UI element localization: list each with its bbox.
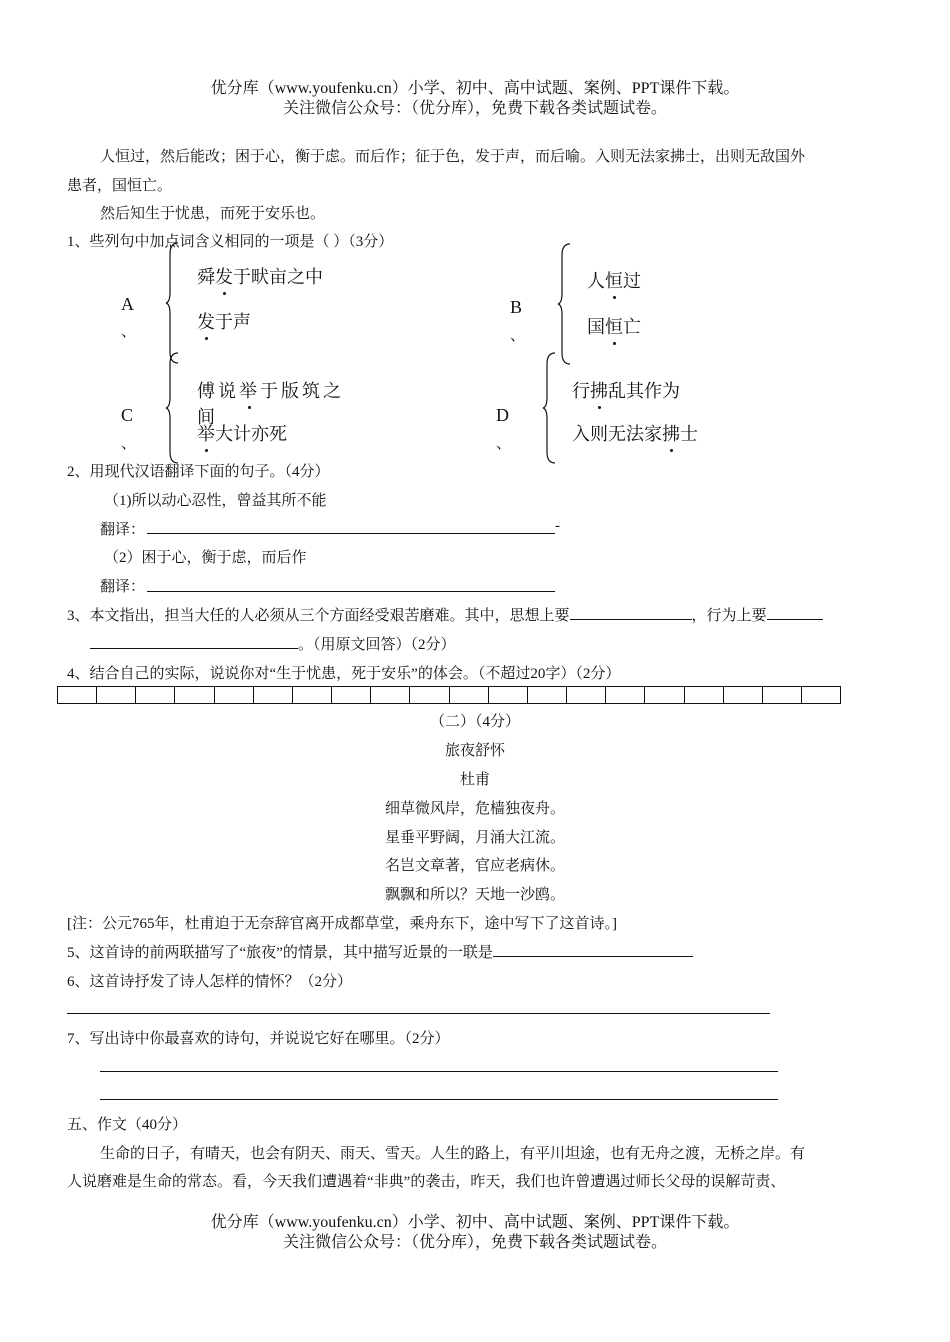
grid-cell[interactable] (606, 687, 645, 703)
question-2-sentence-2: （2）困于心，衡于虑，而后作 (104, 550, 307, 566)
option-c-separator: 、 (121, 436, 137, 452)
question-2-translate-label-1: 翻译： (100, 522, 146, 538)
grid-cell[interactable] (332, 687, 371, 703)
grid-cell[interactable] (450, 687, 489, 703)
passage-paragraph-1a: 人恒过，然后能改；困于心，衡于虑。而后作；征于色，发于声，而后喻。入则无法家拂士，出则无敌国外 (100, 149, 806, 165)
grid-cell[interactable] (175, 687, 214, 703)
grid-cell[interactable] (410, 687, 449, 703)
question-2-stem: 2、用现代汉语翻译下面的句子。（4分） (67, 464, 330, 480)
question-6-stem: 6、这首诗抒发了诗人怎样的情怀？（2分） (67, 974, 353, 990)
option-d-separator: 、 (496, 436, 512, 452)
question-3-line-2: 。（用原文回答）（2分） (90, 633, 456, 654)
poem-author: 杜甫 (459, 772, 490, 788)
poem-title: 旅夜舒怀 (444, 743, 505, 759)
question-6-answer-line[interactable] (67, 1013, 770, 1014)
header-line-2: 关注微信公众号：（优分库），免费下载各类试题试卷。 (282, 100, 667, 117)
option-b-separator: 、 (510, 328, 526, 344)
grid-cell[interactable] (97, 687, 136, 703)
question-3-line-1: 3、本文指出，担当大任的人必须从三个方面经受艰苦磨难。其中，思想上要 ，行为上要 (67, 604, 823, 625)
option-b-sentence-1: 人恒过 (587, 267, 641, 293)
option-c-brace (166, 352, 180, 464)
question-2-translate-label-2: 翻译： (100, 579, 146, 595)
option-a-brace (166, 242, 180, 364)
grid-cell[interactable] (528, 687, 567, 703)
option-d-sentence-2: 入则无法家拂士 (572, 420, 698, 446)
option-c-label: C (121, 405, 134, 425)
passage-paragraph-1b: 患者，国恒亡。 (67, 178, 173, 194)
grid-cell[interactable] (489, 687, 528, 703)
grid-cell[interactable] (58, 687, 97, 703)
footer-line-1: 优分库（www.youfenku.cn）小学、初中、高中试题、案例、PPT课件下载。 (210, 1214, 740, 1231)
question-2-answer-line-2[interactable] (147, 591, 555, 592)
poem-line-4: 飘飘和所以？天地一沙鸥。 (384, 887, 565, 903)
poem-line-2: 星垂平野阔，月涌大江流。 (384, 830, 565, 846)
question-3-blank-thought[interactable] (570, 605, 692, 620)
option-c-sentence-1: 傅说举于版筑之 间 (197, 377, 351, 411)
grid-cell[interactable] (215, 687, 254, 703)
question-4-answer-grid[interactable] (57, 686, 841, 704)
essay-paragraph-line-1: 生命的日子，有晴天，也会有阴天、雨天、雪天。人生的路上，有平川坦途，也有无舟之渡，无桥之岸。有 (100, 1146, 806, 1162)
header-line-1: 优分库（www.youfenku.cn）小学、初中、高中试题、案例、PPT课件下载。 (210, 80, 740, 97)
question-2-answer-line-1[interactable] (147, 533, 555, 534)
question-7-stem: 7、写出诗中你最喜欢的诗句，并说说它好在哪里。（2分） (67, 1031, 450, 1047)
poem-line-3: 名岂文章著，官应老病休。 (384, 858, 565, 874)
passage-paragraph-2: 然后知生于忧患，而死于安乐也。 (100, 206, 326, 222)
question-2-sentence-1: （1)所以动心忍性，曾益其所不能 (104, 493, 327, 509)
option-b-brace (558, 243, 572, 365)
grid-cell[interactable] (567, 687, 606, 703)
option-d-sentence-1: 行拂乱其作为 (572, 377, 680, 403)
question-5-blank[interactable] (493, 942, 693, 957)
grid-cell[interactable] (645, 687, 684, 703)
question-2-answer-line-1-end: - (555, 518, 560, 534)
question-5-stem: 5、这首诗的前两联描写了“旅夜”的情景，其中描写近景的一联是 (67, 941, 693, 962)
question-3-blank-action-cont[interactable] (90, 634, 298, 649)
option-b-sentence-2: 国恒亡 (587, 313, 641, 339)
grid-cell[interactable] (802, 687, 840, 703)
option-a-sentence-1: 舜发于畎亩之中 (197, 263, 323, 289)
essay-paragraph-line-2: 人说磨难是生命的常态。看，今天我们遭遇着“非典”的袭击，昨天，我们也许曾遭遇过师长父母的误解苛责、 (67, 1174, 786, 1190)
option-a-separator: 、 (121, 324, 137, 340)
grid-cell[interactable] (763, 687, 802, 703)
grid-cell[interactable] (685, 687, 724, 703)
option-b-label: B (510, 297, 523, 317)
footer-line-2: 关注微信公众号：（优分库），免费下载各类试题试卷。 (282, 1234, 667, 1251)
grid-cell[interactable] (724, 687, 763, 703)
poem-note: [注：公元765年，杜甫迫于无奈辞官离开成都草堂，乘舟东下，途中写下了这首诗。] (67, 916, 617, 932)
poem-line-1: 细草微风岸，危樯独夜舟。 (384, 801, 565, 817)
option-c-sentence-2: 举大计亦死 (197, 420, 287, 446)
option-a-sentence-2: 发于声 (197, 308, 251, 334)
grid-cell[interactable] (254, 687, 293, 703)
question-4-stem: 4、结合自己的实际，说说你对“生于忧患，死于安乐”的体会。（不超过20字）（2分） (67, 666, 621, 682)
question-7-answer-line-2[interactable] (100, 1099, 778, 1100)
grid-cell[interactable] (293, 687, 332, 703)
option-a-label: A (121, 294, 134, 314)
question-7-answer-line-1[interactable] (100, 1071, 778, 1072)
essay-title: 五、作文（40分） (67, 1117, 188, 1133)
option-d-label: D (496, 405, 509, 425)
question-1-stem: 1、些列句中加点词含义相同的一项是（ ）（3分） (67, 234, 394, 250)
poem-section-heading: （二）（4分） (429, 714, 520, 730)
question-3-blank-action[interactable] (767, 605, 823, 620)
option-d-brace (543, 352, 557, 464)
grid-cell[interactable] (136, 687, 175, 703)
grid-cell[interactable] (371, 687, 410, 703)
